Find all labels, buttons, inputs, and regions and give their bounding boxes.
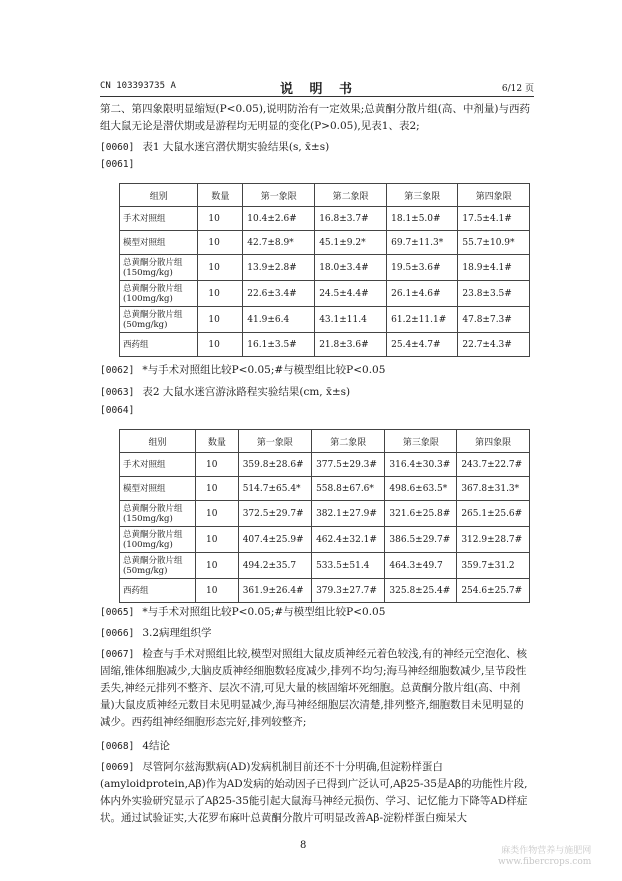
value-cell: 407.4±25.9# (238, 527, 311, 553)
value-cell: 26.1±4.6# (387, 281, 458, 307)
paragraph-0068 (100, 738, 534, 755)
value-cell: 377.5±29.3# (312, 453, 385, 477)
group-cell: 西药组 (120, 579, 196, 603)
col-header: 第一象限 (243, 184, 315, 207)
value-cell: 18.1±5.0# (387, 207, 458, 231)
value-cell: 61.2±11.1# (387, 307, 458, 333)
paragraph-0063 (100, 384, 534, 401)
paragraph-tag: [0067] (100, 649, 135, 660)
count-cell: 10 (198, 207, 243, 231)
group-cell: 总黄酮分散片组(50mg/kg) (120, 553, 196, 579)
value-cell: 359.8±28.6# (238, 453, 311, 477)
table-row (120, 281, 530, 307)
value-cell: 22.6±3.4# (243, 281, 315, 307)
paragraph-tag: [0062] (100, 365, 135, 376)
value-cell: 55.7±10.9* (458, 231, 530, 255)
value-cell: 22.7±4.3# (458, 333, 530, 357)
value-cell: 316.4±30.3# (385, 453, 457, 477)
value-cell: 367.8±31.3* (457, 477, 530, 501)
value-cell: 13.9±2.8# (243, 255, 315, 281)
table-header-row (120, 184, 530, 207)
col-header: 组别 (120, 430, 196, 453)
value-cell: 21.8±3.6# (315, 333, 387, 357)
group-cell: 总黄酮分散片组(100mg/kg) (120, 281, 198, 307)
value-cell: 19.5±3.6# (387, 255, 458, 281)
count-cell: 10 (198, 333, 243, 357)
col-header: 第三象限 (385, 430, 457, 453)
table-row (120, 255, 530, 281)
value-cell: 533.5±51.4 (312, 553, 385, 579)
col-header: 数量 (198, 184, 243, 207)
table-row (120, 307, 530, 333)
value-cell: 43.1±11.4 (315, 307, 387, 333)
intro-paragraph: 第二、第四象限明显缩短(P<0.05),说明防治有一定效果;总黄酮分散片组(高、中剂量)与西药组大鼠无论是潜伏期或是游程均无明显的变化(P>0.05),见表1、表2; (100, 103, 531, 132)
watermark (498, 846, 591, 868)
value-cell: 386.5±29.7# (385, 527, 457, 553)
value-cell: 359.7±31.2 (457, 553, 530, 579)
swim-distance-table (119, 429, 530, 603)
table1-note: *与手术对照组比较P<0.05;#与模型组比较P<0.05 (142, 364, 386, 376)
col-header: 第二象限 (315, 184, 387, 207)
table-row (120, 553, 530, 579)
count-cell: 10 (196, 527, 239, 553)
paragraph-tag: [0065] (100, 607, 135, 618)
page-number: 8 (300, 840, 307, 851)
value-cell: 25.4±4.7# (387, 333, 458, 357)
section-heading-pathology: 3.2病理组织学 (142, 627, 212, 639)
document-title: 说 明 书 (280, 82, 359, 97)
value-cell: 47.8±7.3# (458, 307, 530, 333)
col-header: 第二象限 (312, 430, 385, 453)
group-cell: 总黄酮分散片组(150mg/kg) (120, 255, 198, 281)
value-cell: 42.7±8.9* (243, 231, 315, 255)
section-heading-conclusion: 4结论 (142, 740, 171, 752)
table-row (120, 207, 530, 231)
col-header: 第三象限 (387, 184, 458, 207)
table-header-row (120, 430, 530, 453)
table-row (120, 501, 530, 527)
paragraph-0061-tag: [0061] (100, 159, 135, 170)
value-cell: 45.1±9.2* (315, 231, 387, 255)
watermark-url: www.fibercrops.com (498, 857, 592, 867)
paragraph-tag: [0069] (100, 762, 135, 773)
value-cell: 514.7±65.4* (238, 477, 311, 501)
group-cell: 总黄酮分散片组(50mg/kg) (120, 307, 198, 333)
value-cell: 379.3±27.7# (312, 579, 385, 603)
table-row (120, 477, 530, 501)
value-cell: 17.5±4.1# (458, 207, 530, 231)
count-cell: 10 (198, 255, 243, 281)
paragraph-tag: [0063] (100, 387, 135, 398)
col-header: 第一象限 (238, 430, 311, 453)
count-cell: 10 (198, 281, 243, 307)
value-cell: 321.6±25.8# (385, 501, 457, 527)
paragraph-tag: [0060] (100, 142, 135, 153)
header-rule (100, 96, 534, 97)
table1-caption: 表1 大鼠水迷宫潜伏期实验结果(s, x̄±s) (142, 141, 330, 153)
value-cell: 494.2±35.7 (238, 553, 311, 579)
page-header (100, 78, 534, 97)
publication-number: CN 103393735 A (100, 81, 176, 91)
table-row (120, 579, 530, 603)
value-cell: 462.4±32.1# (312, 527, 385, 553)
value-cell: 254.6±25.7# (457, 579, 530, 603)
value-cell: 24.5±4.4# (315, 281, 387, 307)
group-cell: 总黄酮分散片组(100mg/kg) (120, 527, 196, 553)
value-cell: 265.1±25.6# (457, 501, 530, 527)
col-header: 第四象限 (457, 430, 530, 453)
value-cell: 312.9±28.7# (457, 527, 530, 553)
value-cell: 558.8±67.6* (312, 477, 385, 501)
value-cell: 361.9±26.4# (238, 579, 311, 603)
paragraph-0065 (100, 604, 534, 621)
paragraph-0062 (100, 362, 534, 379)
value-cell: 69.7±11.3* (387, 231, 458, 255)
col-header: 组别 (120, 184, 198, 207)
group-cell: 总黄酮分散片组(150mg/kg) (120, 501, 196, 527)
value-cell: 243.7±22.7# (457, 453, 530, 477)
paragraph-0060 (100, 139, 534, 156)
paragraph-tag: [0066] (100, 628, 135, 639)
value-cell: 18.9±4.1# (458, 255, 530, 281)
group-cell: 西药组 (120, 333, 198, 357)
latency-table (119, 183, 530, 357)
group-cell: 手术对照组 (120, 207, 198, 231)
conclusion-text: 尽管阿尔兹海默病(AD)发病机制目前还不十分明确,但淀粉样蛋白(amyloidprotein,Aβ)作为AD发病的始动因子已得到广泛认可,Aβ25-35是Aβ的功能性片段,体内外实验研究显示了Aβ25-35能引起大鼠海马神经元损伤、学习、记忆能力下降等AD样症状。通过试验证实,大花罗布麻叶总黄酮分散片可明显改善Aβ-淀粉样蛋白痴呆大 (100, 761, 528, 824)
value-cell: 10.4±2.6# (243, 207, 315, 231)
count-cell: 10 (198, 307, 243, 333)
value-cell: 16.1±3.5# (243, 333, 315, 357)
table2-note: *与手术对照组比较P<0.05;#与模型组比较P<0.05 (142, 606, 386, 618)
count-cell: 10 (196, 453, 239, 477)
table-row (120, 527, 530, 553)
value-cell: 325.8±25.4# (385, 579, 457, 603)
value-cell: 23.8±3.5# (458, 281, 530, 307)
value-cell: 464.3±49.7 (385, 553, 457, 579)
paragraph-tag: [0068] (100, 741, 135, 752)
count-cell: 10 (198, 231, 243, 255)
count-cell: 10 (196, 477, 239, 501)
group-cell: 模型对照组 (120, 477, 196, 501)
value-cell: 18.0±3.4# (315, 255, 387, 281)
paragraph-0067 (100, 646, 534, 731)
group-cell: 模型对照组 (120, 231, 198, 255)
value-cell: 41.9±6.4 (243, 307, 315, 333)
count-cell: 10 (196, 553, 239, 579)
paragraph-0066 (100, 625, 534, 642)
table2-caption: 表2 大鼠水迷宫游泳路程实验结果(cm, x̄±s) (142, 386, 351, 398)
count-cell: 10 (196, 579, 239, 603)
page-info: 6/12 页 (501, 84, 534, 94)
watermark-name: 麻类作物营养与施肥网 (501, 846, 592, 856)
value-cell: 16.8±3.7# (315, 207, 387, 231)
pathology-text: 检查与手术对照组比较,模型对照组大鼠皮质神经元着色较浅,有的神经元空泡化、核固缩,锥体细胞减少,大脑皮质神经细胞数轻度减少,排列不均匀;海马神经细胞数减少,呈节段性丢失,神经元排列不整齐、层次不清,可见大量的核固缩坏死细胞。总黄酮分散片组(高、中剂量)大鼠皮质神经元数目未见明显减少,海马神经细胞层次清楚,排列整齐,细胞数目未见明显的减少。西药组神经细胞形态完好,排列较整齐; (100, 648, 528, 728)
table-row (120, 333, 530, 357)
table-row (120, 231, 530, 255)
table-row (120, 453, 530, 477)
count-cell: 10 (196, 501, 239, 527)
value-cell: 498.6±63.5* (385, 477, 457, 501)
value-cell: 372.5±29.7# (238, 501, 311, 527)
paragraph-0064-tag: [0064] (100, 405, 135, 416)
paragraph-0069 (100, 759, 534, 827)
group-cell: 手术对照组 (120, 453, 196, 477)
col-header: 第四象限 (458, 184, 530, 207)
col-header: 数量 (196, 430, 239, 453)
value-cell: 382.1±27.9# (312, 501, 385, 527)
